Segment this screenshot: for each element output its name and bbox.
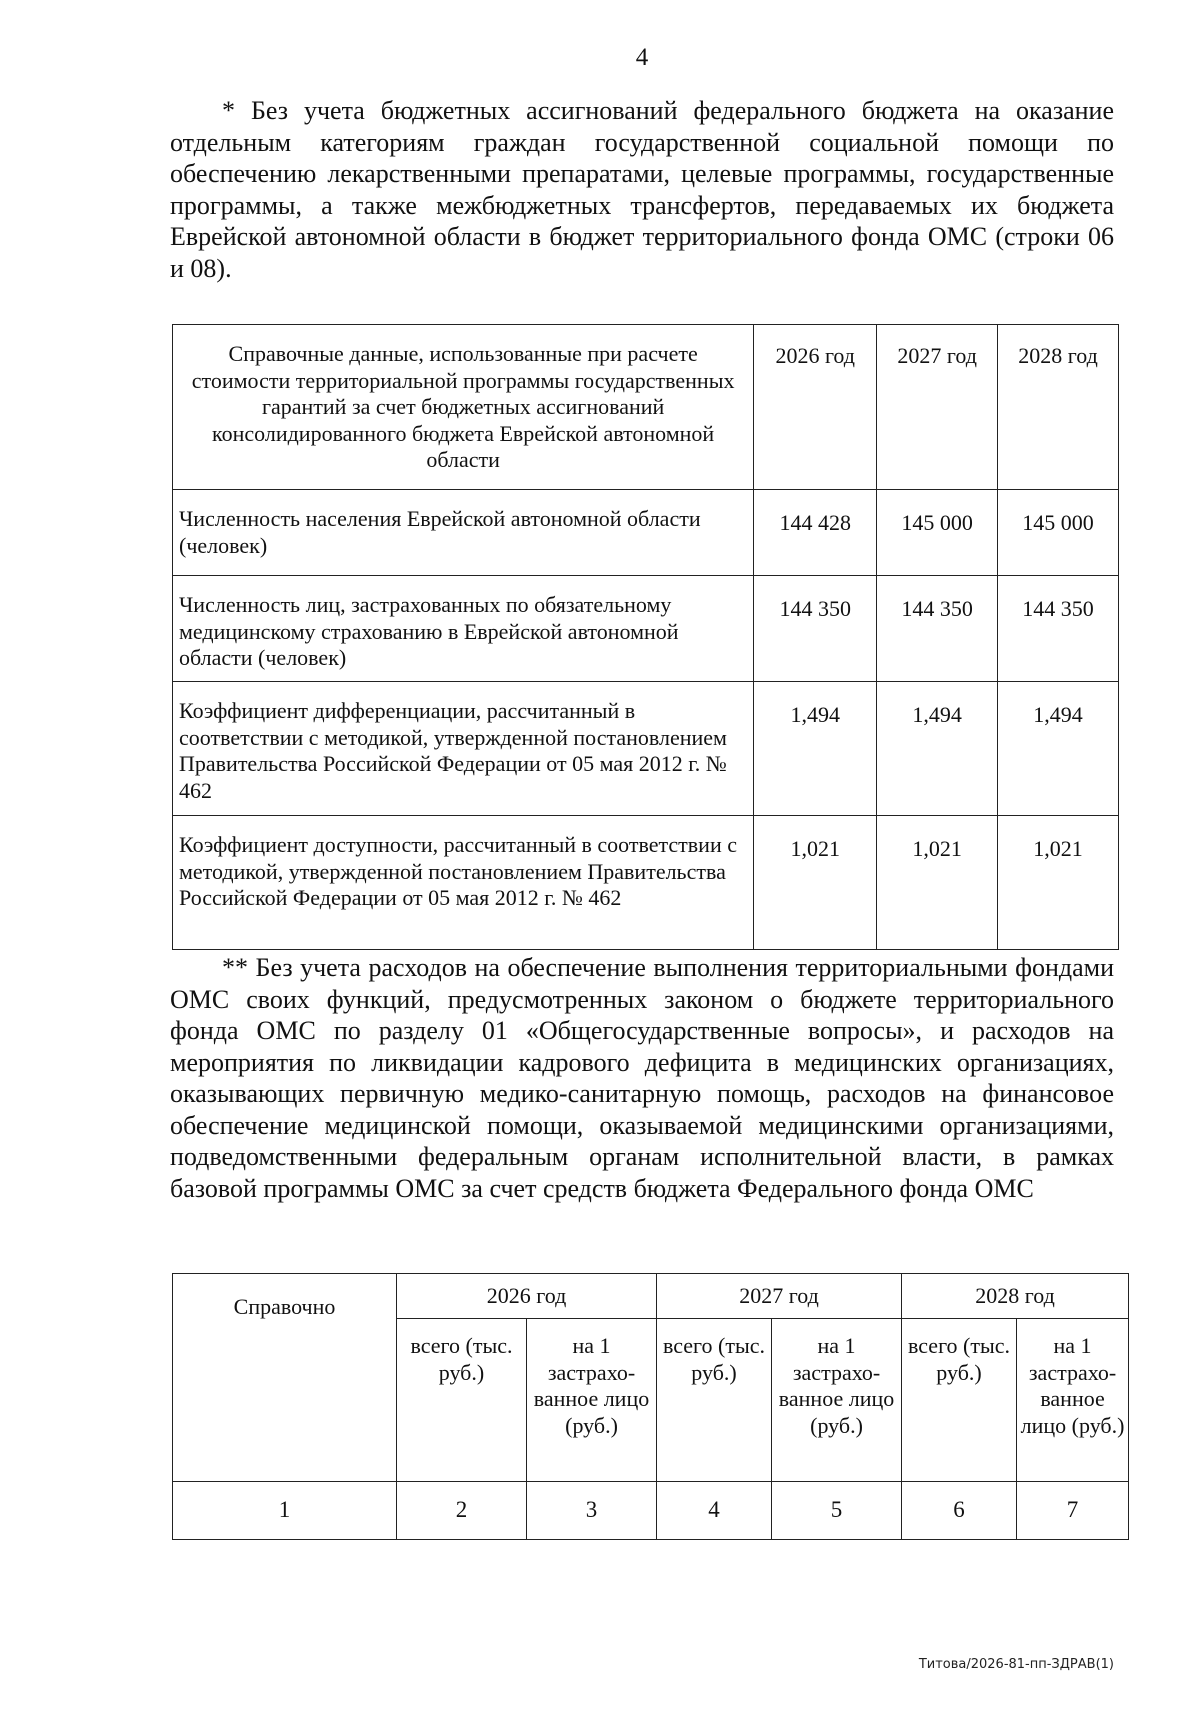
header-reference-cell: Справочно (173, 1274, 397, 1482)
header-year-cell: 2026 год (754, 325, 877, 490)
oms-reference-table (172, 1273, 1129, 1540)
subheader-cell: всего (тыс. руб.) (657, 1319, 772, 1482)
value-cell: 1,494 (998, 682, 1119, 816)
value-cell: 1,021 (998, 816, 1119, 950)
header-year-cell: 2028 год (998, 325, 1119, 490)
value-cell: 145 000 (877, 490, 998, 576)
row-label-cell: Коэффициент доступности, рассчитанный в соответствии с методикой, утвержденной постановлением Правительства Российской Федерации от 05 мая 2012 г. № 462 (173, 816, 754, 950)
column-number-cell: 5 (772, 1482, 902, 1540)
subheader-cell: на 1 застрахо-ванное лицо (руб.) (772, 1319, 902, 1482)
value-cell: 144 428 (754, 490, 877, 576)
subheader-cell: на 1 застрахо-ванное лицо (руб.) (527, 1319, 657, 1482)
subheader-cell: всего (тыс. руб.) (902, 1319, 1017, 1482)
table-header-row (173, 325, 1119, 490)
column-number-cell: 2 (397, 1482, 527, 1540)
header-label-cell: Справочные данные, использованные при расчете стоимости территориальной программы государственных гарантий за счет бюджетных ассигнований консолидированного бюджета Еврейской автономной области (173, 325, 754, 490)
table-row (173, 682, 1119, 816)
column-number-row (173, 1482, 1129, 1540)
column-number-cell: 1 (173, 1482, 397, 1540)
page-number: 4 (635, 44, 649, 71)
column-number-cell: 7 (1017, 1482, 1129, 1540)
value-cell: 145 000 (998, 490, 1119, 576)
value-cell: 1,021 (877, 816, 998, 950)
table-row (173, 490, 1119, 576)
header-year-cell: 2026 год (397, 1274, 657, 1319)
row-label-cell: Коэффициент дифференциации, рассчитанный в соответствии с методикой, утвержденной постановлением Правительства Российской Федерации от 05 мая 2012 г. № 462 (173, 682, 754, 816)
header-year-cell: 2027 год (877, 325, 998, 490)
column-number-cell: 4 (657, 1482, 772, 1540)
value-cell: 1,021 (754, 816, 877, 950)
footnote-1-text: * Без учета бюджетных ассигнований федерального бюджета на оказание отдельным категориям граждан государственной социальной помощи по обеспечению лекарственными препаратами, целевые программы, государственные программы, а также межбюджетных трансфертов, передаваемых их бюджета Еврейской автономной области в бюджет территориального фонда ОМС (строки 06 и 08). (170, 96, 1114, 283)
footnote-paragraph-2 (170, 952, 1114, 1204)
value-cell: 144 350 (877, 576, 998, 682)
footnote-paragraph-1 (170, 95, 1114, 284)
table-header-row (173, 1274, 1129, 1319)
document-footer-code: Титова/2026-81-пп-ЗДРАВ(1) (918, 1657, 1114, 1672)
subheader-cell: на 1 застрахо-ванное лицо (руб.) (1017, 1319, 1129, 1482)
value-cell: 144 350 (998, 576, 1119, 682)
footnote-2-text: ** Без учета расходов на обеспечение выполнения территориальными фондами ОМС своих функций, предусмотренных законом о бюджете территориального фонда ОМС по разделу 01 «Общегосударственные вопросы», и расходов на мероприятия по ликвидации кадрового дефицита в медицинских организациях, оказывающих первичную медико-санитарную помощь, расходов на финансовое обеспечение медицинской помощи, оказываемой медицинскими организациями, подведомственными федеральным органам исполнительной власти, в рамках базовой программы ОМС за счет средств бюджета Федерального фонда ОМС (170, 953, 1114, 1203)
table-row (173, 576, 1119, 682)
header-year-cell: 2027 год (657, 1274, 902, 1319)
header-year-cell: 2028 год (902, 1274, 1129, 1319)
row-label-cell: Численность населения Еврейской автономной области (человек) (173, 490, 754, 576)
column-number-cell: 6 (902, 1482, 1017, 1540)
table-row (173, 816, 1119, 950)
column-number-cell: 3 (527, 1482, 657, 1540)
value-cell: 1,494 (877, 682, 998, 816)
value-cell: 1,494 (754, 682, 877, 816)
subheader-cell: всего (тыс. руб.) (397, 1319, 527, 1482)
reference-data-table (172, 324, 1119, 950)
value-cell: 144 350 (754, 576, 877, 682)
row-label-cell: Численность лиц, застрахованных по обязательному медицинскому страхованию в Еврейской автономной области (человек) (173, 576, 754, 682)
